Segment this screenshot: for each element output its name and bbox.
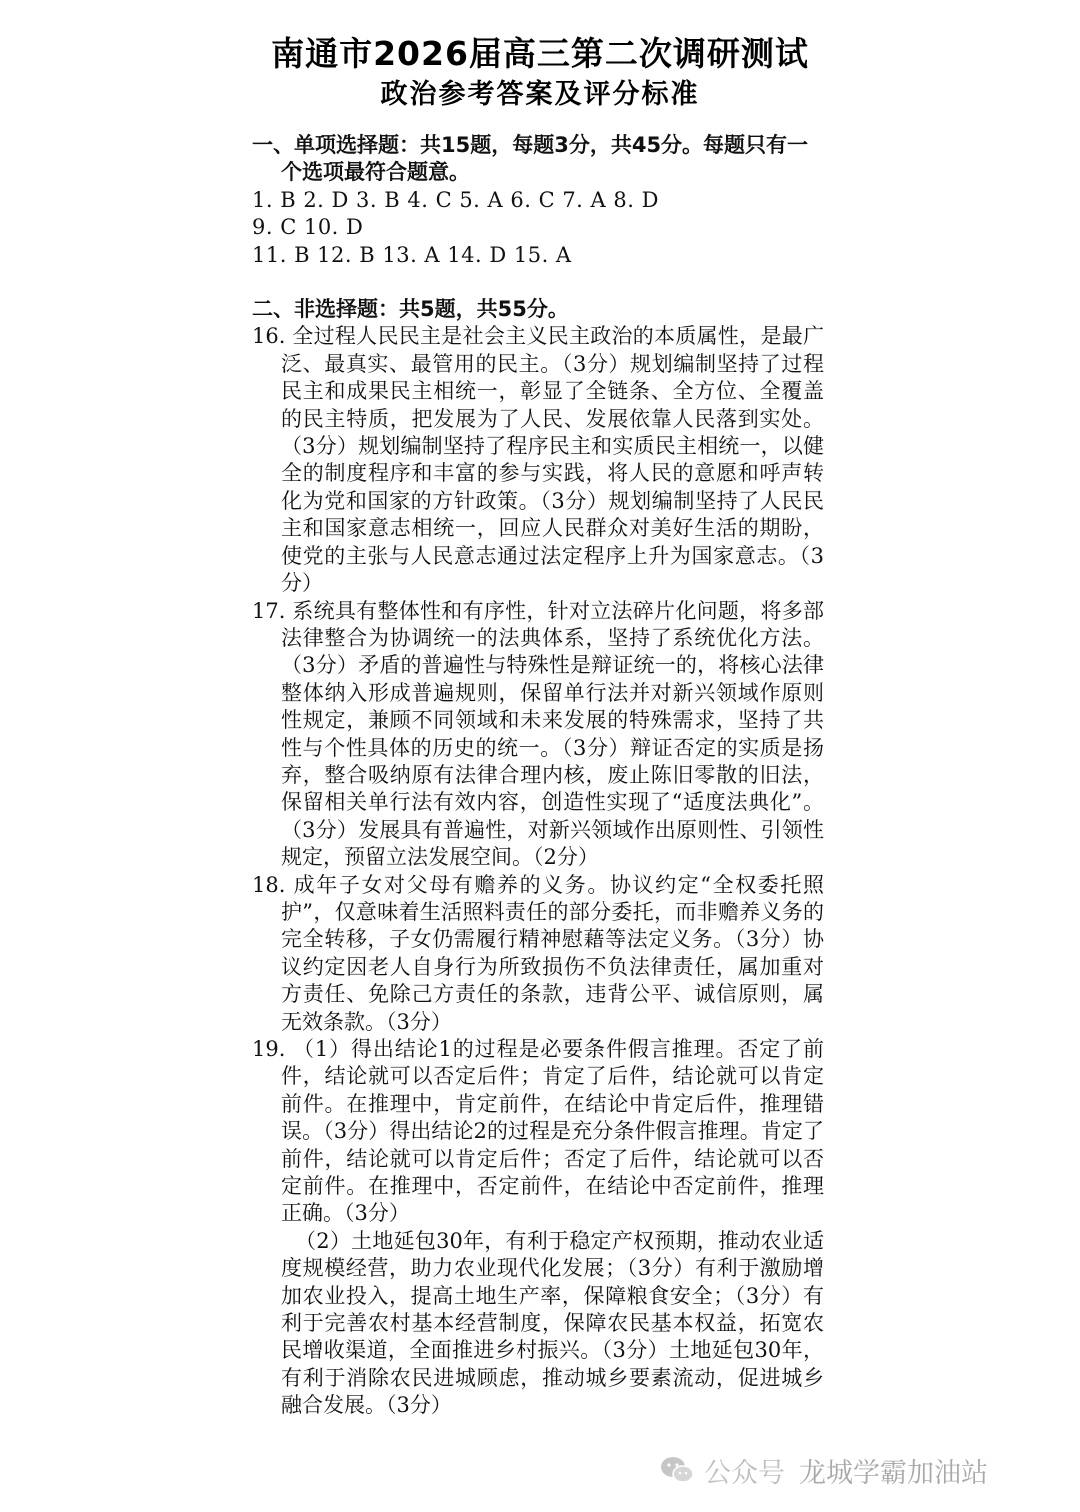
document-subtitle: 政治参考答案及评分标准 xyxy=(380,79,700,110)
choice-answers-line: 11. B 12. B 13. A 14. D 15. A xyxy=(252,242,572,267)
watermark-prefix: 公众号 xyxy=(704,1457,785,1489)
section-heading-non-choice: 二、非选择题：共5题，共55分。 xyxy=(252,297,569,322)
document-title: 南通市2026届高三第二次调研测试 xyxy=(271,34,809,73)
section-heading-single-choice: 一、单项选择题：共15题，每题3分，共45分。每题只有一个选项最符合题意。 xyxy=(252,133,809,185)
watermark-account-name: 龙城学霸加油站 xyxy=(799,1457,988,1489)
answer-question-19-part-2: （2）土地延包30年，有利于稳定产权预期，推动农业适度规模经营，助力农业现代化发展；（3分）有利于激励增加农业投入，提高土地生产率，保障粮食安全；（3分）有利于完善农村基本经营制度，保障农民基本权益，拓宽农民增收渠道，全面推进乡村振兴。（3分）土地延包30年，有利于消除农民进城顾虑，推动城乡要素流动，促进城乡融合发展。（3分） xyxy=(281,1228,824,1418)
wechat-logo-icon xyxy=(660,1455,694,1485)
choice-answers-line: 9. C 10. D xyxy=(252,215,364,240)
answer-question-18: 18. 成年子女对父母有赡养的义务。协议约定“全权委托照护”，仅意味着生活照料责任的部分委托，而非赡养义务的完全转移，子女仍需履行精神慰藉等法定义务。（3分）协议约定因老人自身行为所致损伤不负法律责任，属加重对方责任、免除己方责任的条款，违背公平、诚信原则，属无效条款。（3分） xyxy=(252,872,824,1034)
answer-sheet-body xyxy=(252,132,824,1420)
answer-question-16: 16. 全过程人民民主是社会主义民主政治的本质属性，是最广泛、最真实、最管用的民主。（3分）规划编制坚持了过程民主和成果民主相统一，彰显了全链条、全方位、全覆盖的民主特质，把发展为了人民、发展依靠人民落到实处。（3分）规划编制坚持了程序民主和实质民主相统一，以健全的制度程序和丰富的参与实践，将人民的意愿和呼声转化为党和国家的方针政策。（3分）规划编制坚持了人民民主和国家意志相统一，回应人民群众对美好生活的期盼，使党的主张与人民意志通过法定程序上升为国家意志。（3分） xyxy=(252,324,824,596)
answer-question-19-part-1: 19. （1）得出结论1的过程是必要条件假言推理。否定了前件，结论就可以否定后件；肯定了后件，结论就可以肯定前件。在推理中，肯定前件，在结论中肯定后件，推理错误。（3分）得出结论2的过程是充分条件假言推理。肯定了前件，结论就可以肯定后件；否定了后件，结论就可以否定前件。在推理中，否定前件，在结论中否定前件，推理正确。（3分） xyxy=(252,1037,824,1226)
choice-answers-line: 1. B 2. D 3. B 4. C 5. A 6. C 7. A 8. D xyxy=(252,187,659,212)
answer-question-17: 17. 系统具有整体性和有序性，针对立法碎片化问题，将多部法律整合为协调统一的法典体系，坚持了系统优化方法。（3分）矛盾的普遍性与特殊性是辩证统一的，将核心法律整体纳入形成普遍规则，保留单行法并对新兴领域作原则性规定，兼顾不同领域和未来发展的特殊需求，坚持了共性与个性具体的历史的统一。（3分）辩证否定的实质是扬弃，整合吸纳原有法律合理内核，废止陈旧零散的旧法，保留相关单行法有效内容，创造性实现了“适度法典化”。（3分）发展具有普遍性，对新兴领域作出原则性、引领性规定，预留立法发展空间。（2分） xyxy=(252,598,824,870)
watermark xyxy=(660,1452,988,1488)
